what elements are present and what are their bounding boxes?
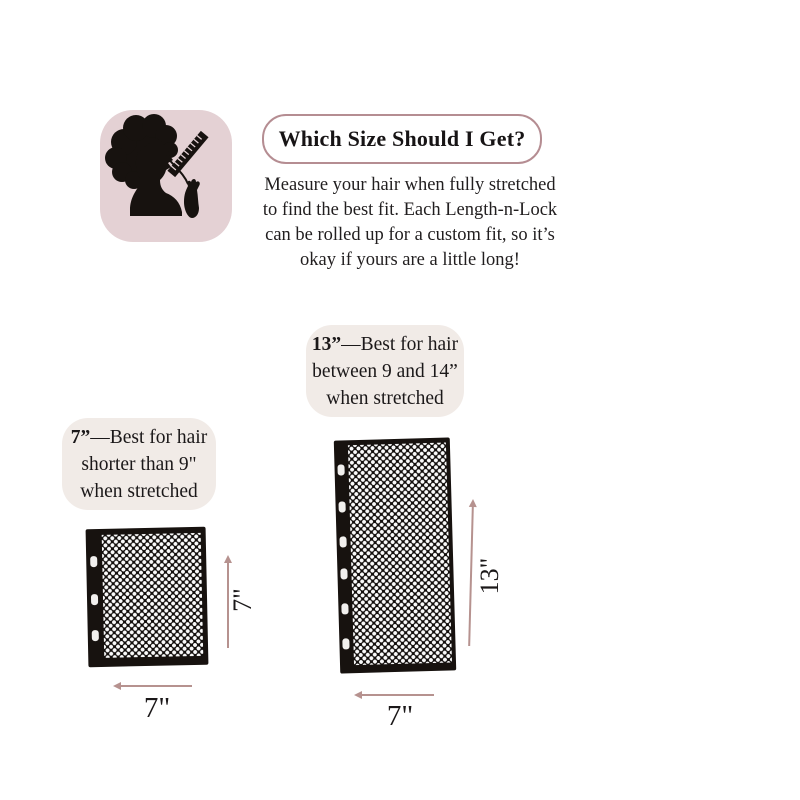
size-7-callout [62, 418, 216, 510]
eyelet [338, 501, 345, 512]
callout-line: shorter than 9" [81, 453, 197, 475]
eyelet [339, 536, 346, 547]
eyelet [340, 568, 347, 579]
headline-pill [262, 114, 542, 164]
large-height-arrow-icon [468, 506, 474, 646]
callout-line: between 9 and 14” [312, 360, 458, 382]
size-13-callout [306, 325, 464, 417]
eyelet [337, 464, 344, 475]
intro-line: Measure your hair when fully stretched [264, 175, 556, 195]
intro-line: okay if yours are a little long! [300, 250, 520, 270]
size-7-number: 7” [70, 426, 91, 448]
small-height-dimension: 7" [228, 588, 257, 612]
callout-line: when stretched [326, 387, 444, 409]
size-13-text: —Best for hair [341, 333, 459, 355]
eyelet [91, 594, 98, 605]
small-width-arrow-icon [120, 685, 192, 687]
large-width-dimension: 7" [386, 700, 414, 732]
callout-line [62, 424, 216, 451]
size-13-number: 13” [311, 333, 342, 355]
intro-line: can be rolled up for a custom fit, so it’s [265, 225, 555, 245]
mesh-net-texture [102, 533, 204, 658]
headline-text: Which Size Should I Get? [278, 126, 526, 151]
eyelet [341, 603, 348, 614]
small-width-dimension: 7" [143, 692, 171, 724]
eyelet [342, 638, 349, 649]
callout-line [306, 331, 464, 358]
large-height-dimension: 13" [475, 557, 504, 595]
hair-measure-hero-icon [100, 110, 232, 242]
mesh-product-large [334, 437, 456, 673]
afro-woman-with-ruler-icon [100, 110, 232, 242]
eyelet [90, 556, 97, 567]
callout-line: when stretched [80, 480, 198, 502]
size-7-text: —Best for hair [90, 426, 208, 448]
mesh-product-small [86, 527, 209, 667]
mesh-net-texture [348, 443, 452, 666]
intro-paragraph [234, 173, 586, 273]
large-width-arrow-icon [361, 694, 434, 696]
eyelet [92, 630, 99, 641]
intro-line: to find the best fit. Each Length-n-Lock [262, 200, 558, 220]
